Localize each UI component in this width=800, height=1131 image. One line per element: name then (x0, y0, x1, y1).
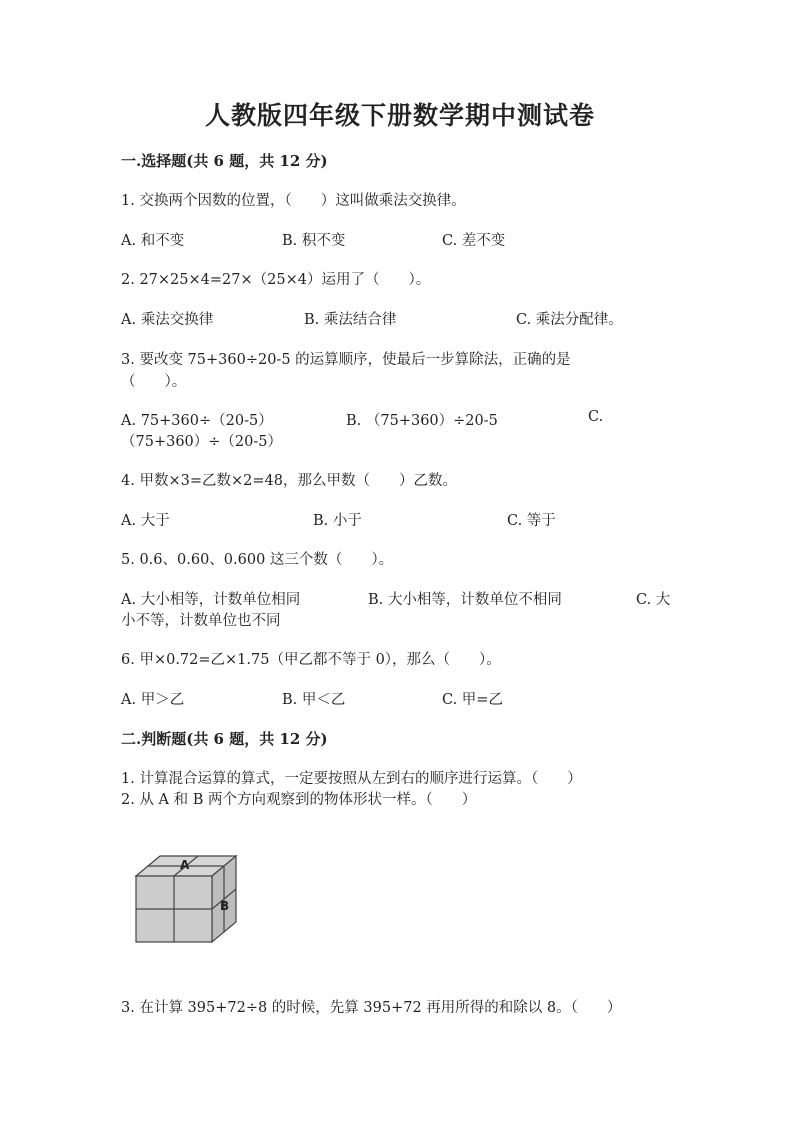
question-2-stem: 2. 27×25×4=27×（25×4）运用了（ ）。 (121, 272, 431, 288)
question-6-option-b: B. 甲＜乙 (282, 692, 346, 708)
question-5-option-c-cont: 小不等，计数单位也不同 (121, 613, 281, 629)
question-3-option-b: B. （75+360）÷20-5 (346, 413, 498, 429)
section-heading-choice: 一.选择题(共 6 题，共 12 分) (121, 152, 328, 170)
section-heading-judgement: 二.判断题(共 6 题，共 12 分) (121, 730, 328, 748)
question-1-option-c: C. 差不变 (442, 233, 506, 249)
question-2-option-a: A. 乘法交换律 (121, 312, 214, 328)
cube-label-a: A (180, 858, 190, 872)
question-2-option-c: C. 乘法分配律。 (516, 312, 623, 328)
question-6-option-a: A. 甲＞乙 (121, 692, 185, 708)
question-3-option-c-cont: （75+360）÷（20-5） (121, 434, 283, 450)
question-6-option-c: C. 甲=乙 (442, 692, 503, 708)
judgement-3: 3. 在计算 395+72÷8 的时候，先算 395+72 再用所得的和除以 8。（ ） (121, 1000, 622, 1016)
question-5-option-c: C. 大 (636, 592, 671, 608)
question-3-stem: 3. 要改变 75+360÷20-5 的运算顺序，使最后一步算除法，正确的是 (121, 352, 571, 368)
question-1-option-a: A. 和不变 (121, 233, 185, 249)
question-4-stem: 4. 甲数×3=乙数×2=48，那么甲数（ ）乙数。 (121, 473, 457, 489)
question-3-option-a: A. 75+360÷（20-5） (121, 413, 273, 429)
page-title: 人教版四年级下册数学期中测试卷 (204, 101, 595, 130)
cube-label-b: B (220, 899, 230, 913)
question-5-stem: 5. 0.6、0.60、0.600 这三个数（ ）。 (121, 552, 394, 568)
judgement-2: 2. 从 A 和 B 两个方向观察到的物体形状一样。（ ） (121, 792, 477, 808)
question-3-option-c: C. (588, 409, 604, 425)
judgement-1: 1. 计算混合运算的算式，一定要按照从左到右的顺序进行运算。（ ） (121, 771, 582, 787)
cube-figure (128, 848, 256, 948)
question-4-option-b: B. 小于 (313, 513, 362, 529)
question-4-option-a: A. 大于 (121, 513, 170, 529)
question-3-stem-cont: （ ）。 (121, 374, 187, 390)
question-1-stem: 1. 交换两个因数的位置，（ ）这叫做乘法交换律。 (121, 193, 466, 209)
question-5-option-b: B. 大小相等，计数单位不相同 (368, 592, 562, 608)
question-4-option-c: C. 等于 (507, 513, 556, 529)
question-2-option-b: B. 乘法结合律 (304, 312, 397, 328)
question-1-option-b: B. 积不变 (282, 233, 346, 249)
question-6-stem: 6. 甲×0.72=乙×1.75（甲乙都不等于 0），那么（ ）。 (121, 652, 501, 668)
question-5-option-a: A. 大小相等，计数单位相同 (121, 592, 301, 608)
